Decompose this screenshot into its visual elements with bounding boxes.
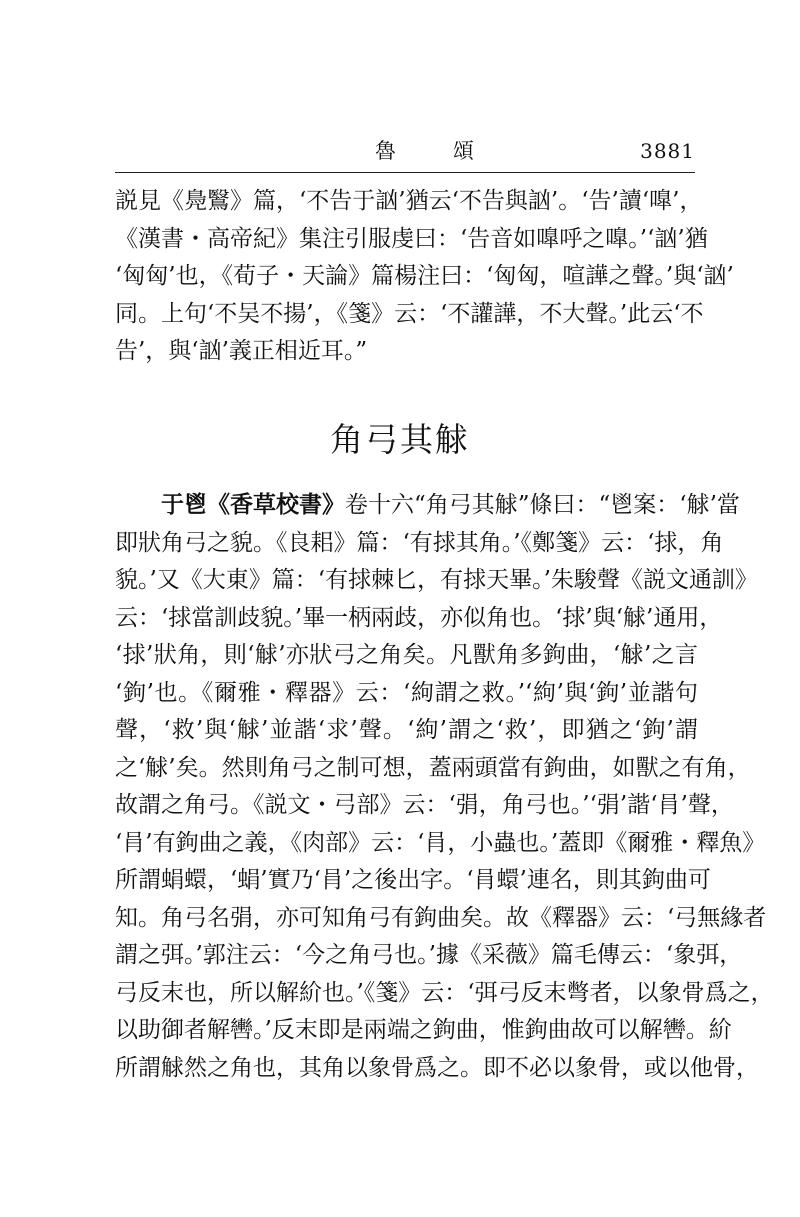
first-line-text: 卷十六“角弓其觩”條曰：“鬯案：‘觩’當: [345, 492, 740, 518]
text-line: 謂之弭。’郭注云：‘今之角弓也。’據《采薇》篇毛傳云：‘象弭，: [115, 942, 743, 968]
text-line: 所謂觩然之角也，其角以象骨爲之。即不必以象骨，或以他骨，: [115, 1054, 759, 1081]
text-line: 所謂蜎蠉，‘蜎’實乃‘肙’之後出字。‘肙蠉’連名，則其鉤曲可: [115, 867, 711, 893]
text-line: 聲，‘救’與‘觩’並諧‘求’聲。‘絇’謂之‘救’，即猶之‘鉤’謂: [115, 717, 698, 743]
main-paragraph: [115, 487, 774, 1087]
text-line: 即狀角弓之貌。《良耜》篇：‘有捄其角。’《鄭箋》云：‘捄，角: [115, 529, 724, 556]
text-line: 故謂之角弓。《説文・弓部》云：‘弲，角弓也。’‘弲’諧‘肙’聲，: [115, 792, 734, 818]
text-line: ‘匈匈’也，《荀子・天論》篇楊注曰：‘匈匈，喧譁之聲。’與‘訩’: [115, 263, 734, 289]
text-line: 貌。’又《大東》篇：‘有捄棘匕，有捄天畢。’朱駿聲《説文通訓》: [115, 567, 758, 593]
cited-author-work: 于鬯《香草校書》: [161, 492, 345, 518]
first-line: [115, 487, 740, 525]
text-line: 之‘觩’矣。然則角弓之制可想，蓋兩頭當有鉤曲，如獸之有角，: [115, 754, 751, 781]
text-line: ‘捄’狀角，則‘觩’亦狀弓之角矣。凡獸角多鉤曲，‘觩’之言: [115, 642, 698, 668]
continued-paragraph: [115, 183, 734, 371]
text-line: 告’，與‘訩’義正相近耳。”: [115, 338, 368, 364]
text-line: 以助御者解轡。’反末即是兩端之鉤曲，惟鉤曲故可以解轡。紒: [115, 1017, 732, 1043]
text-line: 云：‘捄當訓歧貌。’畢一柄兩歧，亦似角也。‘捄’與‘觩’通用，: [115, 604, 723, 631]
running-header: [115, 136, 695, 166]
header-title: 魯 頌: [375, 139, 492, 163]
section-title: 角弓其觩: [330, 420, 470, 459]
text-line: 《漢書・高帝紀》集注引服虔曰：‘告音如嘷呼之嘷。’‘訩’猶: [115, 225, 708, 252]
text-line: 説見《鳧鷖》篇，‘不告于訩’猶云‘不告與訩’。‘告’讀‘嘷’，: [115, 188, 703, 214]
text-line: ‘肙’有鉤曲之義，《肉部》云：‘肙，小蟲也。’蓋即《爾雅・釋魚》: [115, 829, 766, 856]
page-number: 3881: [640, 139, 695, 163]
text-line: 弓反末也，所以解紒也。’《箋》云：‘弭弓反末彆者，以象骨爲之，: [115, 979, 774, 1006]
text-line: ‘鉤’也。《爾雅・釋器》云：‘絇謂之救。’‘絇’與‘鉤’並諧句: [115, 679, 698, 706]
text-line: 知。角弓名弲，亦可知角弓有鉤曲矣。故《釋器》云：‘弓無緣者: [115, 904, 767, 931]
header-rule: [115, 172, 695, 173]
text-line: 同。上句‘不吴不揚’，《箋》云：‘不讙譁，不大聲。’此云‘不: [115, 300, 704, 327]
